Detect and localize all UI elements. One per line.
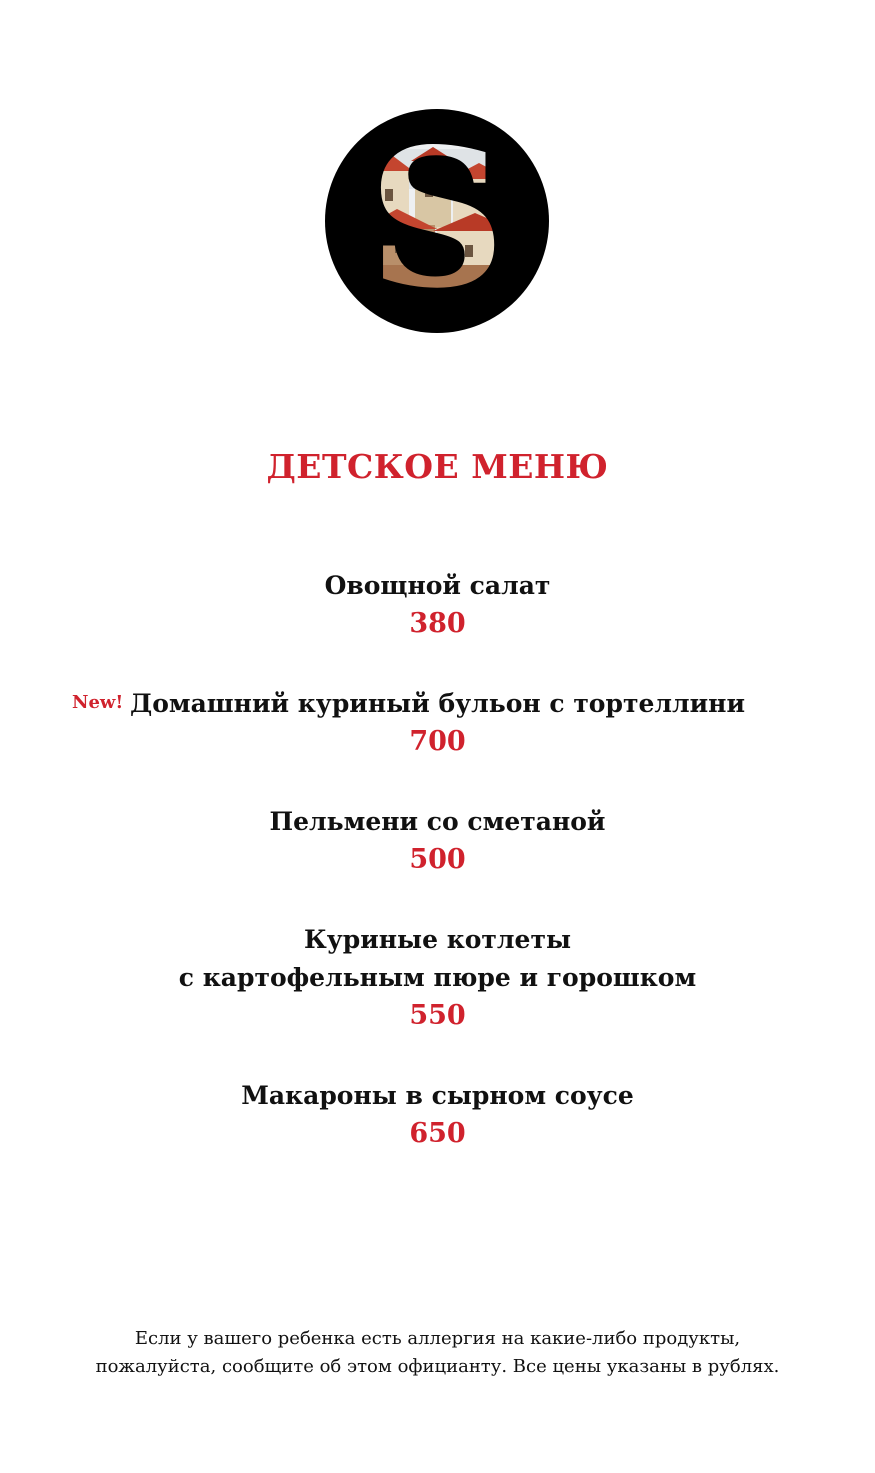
s-letter-logo-icon (325, 109, 549, 333)
item-name-line: с картофельным пюре и горошком (178, 963, 697, 992)
item-price: 700 (409, 726, 466, 757)
item-name (0, 685, 875, 723)
footnote-line: Если у вашего ребенка есть аллергия на какие-либо продукты, (134, 1328, 741, 1349)
menu-item (0, 921, 875, 1035)
footnote-line: пожалуйста, сообщите об этом официанту. Все цены указаны в рублях. (95, 1356, 780, 1377)
item-price: 500 (409, 844, 466, 875)
item-name-line: Макароны в сырном соусе (241, 1081, 634, 1110)
item-price: 550 (409, 1000, 466, 1031)
item-name-line: Пельмени со сметаной (269, 807, 606, 836)
menu-item (0, 803, 875, 879)
item-name (0, 567, 875, 605)
item-name (0, 1077, 875, 1115)
item-name-line: Домашний куриный бульон с тортеллини (129, 689, 745, 718)
allergy-footnote (0, 1325, 875, 1381)
menu-item (0, 1077, 875, 1153)
new-badge: New! (72, 692, 124, 713)
menu-item (0, 567, 875, 643)
item-name (0, 921, 875, 997)
logo-svg (325, 109, 549, 333)
item-price: 380 (409, 608, 466, 639)
menu-item (0, 685, 875, 761)
menu-title: ДЕТСКОЕ МЕНЮ (266, 447, 609, 486)
item-name-line: Овощной салат (324, 571, 551, 600)
item-name (0, 803, 875, 841)
item-name-line: Куриные котлеты (303, 925, 572, 954)
item-price: 650 (409, 1118, 466, 1149)
menu-list (0, 567, 875, 1195)
